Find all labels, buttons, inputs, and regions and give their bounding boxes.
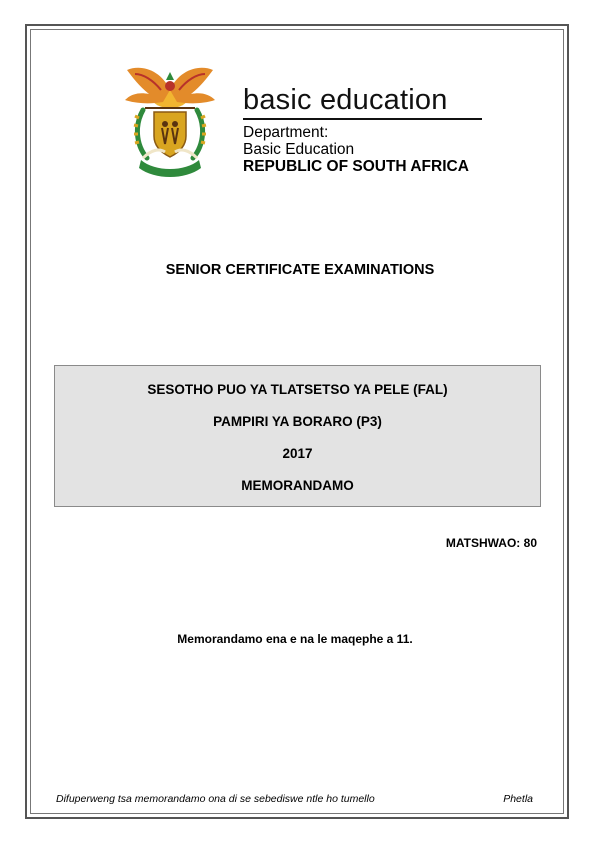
brand-underline xyxy=(243,118,482,120)
paper-name: PAMPIRI YA BORARO (P3) xyxy=(213,414,382,429)
page-count-note: Memorandamo ena e na le maqephe a 11. xyxy=(177,632,413,646)
exam-year: 2017 xyxy=(282,446,313,461)
left-wing-icon xyxy=(125,68,170,104)
department-label: Department: xyxy=(243,124,329,141)
exam-title: SENIOR CERTIFICATE EXAMINATIONS xyxy=(165,262,435,278)
country-name: REPUBLIC OF SOUTH AFRICA xyxy=(243,158,469,175)
total-marks: MATSHWAO: 80 xyxy=(445,536,537,550)
right-wing-icon xyxy=(170,68,215,104)
department-name: Basic Education xyxy=(243,141,355,158)
copyright-notice: Difuperweng tsa memorandamo ona di se sebediswe ntle ho tumello xyxy=(56,793,375,805)
turn-over-label: Phetla xyxy=(503,793,533,805)
motto-banner xyxy=(139,160,201,177)
subject-box xyxy=(54,365,541,507)
subject-name: SESOTHO PUO YA TLATSETSO YA PELE (FAL) xyxy=(147,382,448,397)
department-block xyxy=(243,124,469,175)
document-type: MEMORANDAMO xyxy=(241,478,354,493)
brand-title: basic education xyxy=(243,84,448,116)
coat-of-arms-logo xyxy=(121,60,219,186)
